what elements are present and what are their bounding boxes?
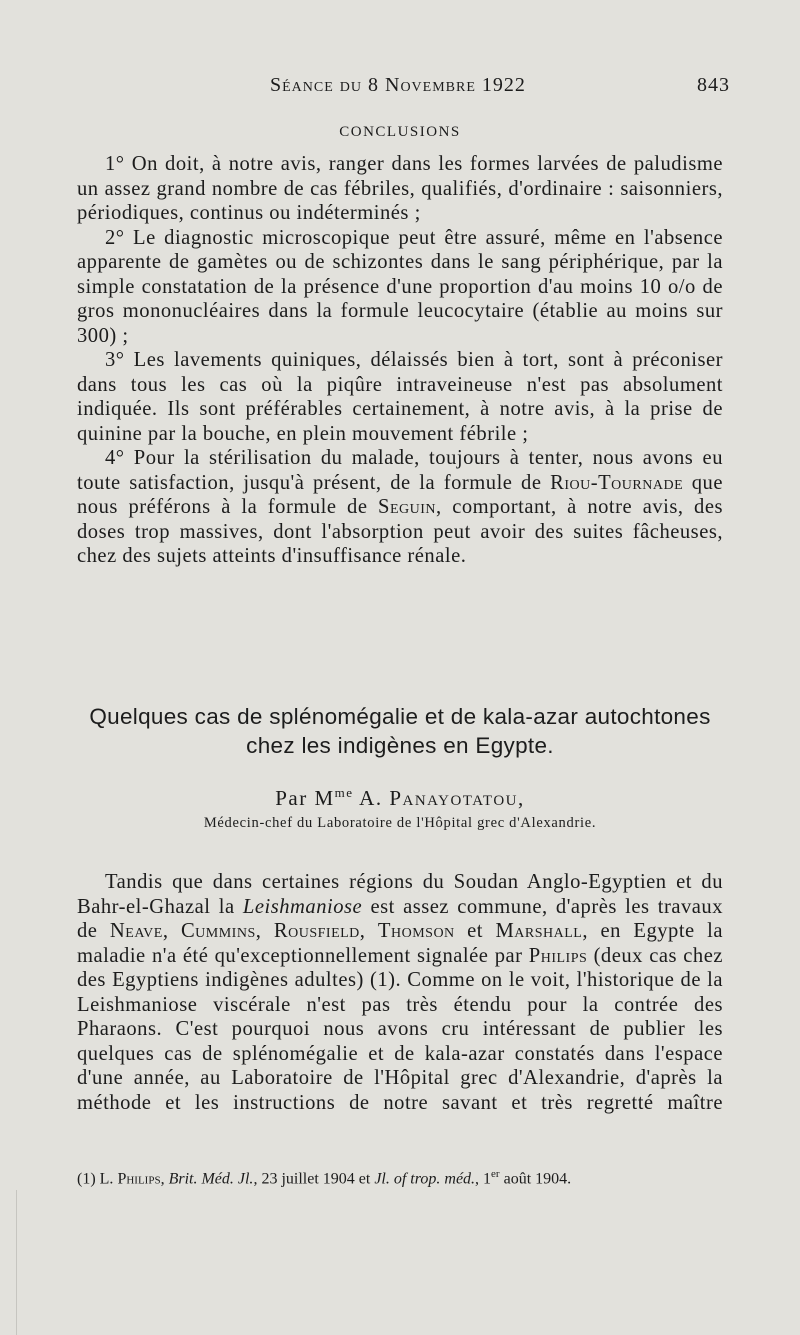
author-affiliation: Médecin-chef du Laboratoire de l'Hôpital grec d'Alexandrie. (203, 815, 597, 831)
article-title-line-2: chez les indigènes en Egypte. (246, 733, 554, 758)
conclusion-item-2 (77, 226, 723, 349)
text-run: , 1 (475, 1170, 492, 1188)
text-run: et (467, 920, 484, 942)
author-name-thomson: Thomson (377, 920, 455, 942)
item-text: On doit, à notre avis, ranger dans les formes larvées de paludisme un assez grand nombre de cas fébriles, qualifiés, d'ordinaire : saisonniers, périodiques, continus ou indéterminés ; (77, 153, 723, 224)
item-text: Le diagnostic microscopique peut être assuré, même en l'absence apparente de gamètes ou de schizontes dans le sang périphérique, par la simple constatation de la présence d'une proportion d'au moins 10 o/o de gros mononucléaires dans la formule leucocytaire (établie au moins sur 300) ; (77, 226, 723, 347)
text-run: (deux cas chez des Egyptiens indigènes adultes) (1). Comme on le voit, l'historique de la Leishmaniose viscérale n'est pas très étendu pour la contrée des Pharaons. C'est pourquoi nous avons cru intéressant de publier les quelques cas de splénomégalie et de kala-azar constatés dans l'espace d'une année, au Laboratoire de l'Hôpital grec d'Alexandrie, d'après la méthode et les instructions de notre savant et très regretté maître (77, 944, 724, 1114)
author-initial: A. (359, 786, 383, 810)
author-name-rousfield: Rousfield (273, 920, 360, 942)
conclusion-item-3 (77, 348, 723, 446)
footnote-journal-1: Brit. Méd. Jl. (168, 1170, 254, 1188)
author-title-sup: me (334, 785, 354, 800)
item-number: 1° (105, 153, 125, 175)
author-name-marshall: Marshall (495, 920, 583, 942)
text-run: , (359, 920, 366, 942)
author-name-cummins: Cummins (180, 920, 256, 942)
text-run: , (162, 920, 169, 942)
footnote (77, 1163, 723, 1190)
author-name-neave: Neave (109, 920, 163, 942)
text-run: Tandis que dans certaines régions du Soudan Anglo-Egyptien et du Bahr-el-Ghazal la (77, 871, 723, 918)
conclusion-item-4 (77, 446, 723, 569)
author-prefix: Par M (275, 786, 335, 810)
item-number: 4° (105, 447, 125, 469)
article-paragraph-1 (77, 870, 723, 1115)
text-run: est assez commune, d'après les travaux de (77, 895, 723, 942)
item-text: Les lavements quiniques, délaissés bien à tort, sont à préconiser dans tous les cas où la piqûre intraveineuse n'est pas absolument indiquée. Ils sont préférables certainement, à notre avis, à la prise de quinine par la bouche, en plein mouvement fébrile ; (77, 349, 723, 445)
author-name-riou-tournade: Riou-Tournade (550, 471, 684, 494)
term-leishmaniose: Leishmaniose (242, 895, 363, 918)
footnote-marker: (1) L. (77, 1170, 114, 1188)
author-name-seguin: Seguin (378, 496, 437, 518)
author-line (0, 785, 800, 811)
running-head (270, 74, 730, 100)
conclusions-list (77, 152, 723, 569)
text-run: , (160, 1170, 165, 1188)
article-title-line-1: Quelques cas de splénomégalie et de kala-azar autochtones (89, 704, 711, 729)
article-title (0, 702, 800, 760)
footnote-journal-2: Jl. of trop. méd. (374, 1170, 476, 1188)
footnote-author: Philips (117, 1170, 161, 1188)
item-text-c: , comportant, à notre avis, des doses trop massives, dont l'absorption peut avoir des suites fâcheuses, chez des sujets atteints d'insuffisance rénale. (77, 496, 723, 567)
text-run: , (255, 920, 262, 942)
page-number: 843 (697, 74, 730, 96)
footnote-sup: er (491, 1168, 500, 1180)
conclusions-heading: CONCLUSIONS (339, 124, 461, 140)
author-name-philips: Philips (528, 944, 588, 967)
text-run: août 1904. (499, 1170, 572, 1188)
text-run: , 23 juillet 1904 et (253, 1170, 371, 1188)
page-edge-line (16, 1190, 17, 1335)
running-head-title: Séance du 8 Novembre 1922 (270, 74, 526, 96)
item-number: 3° (105, 349, 125, 371)
item-number: 2° (105, 226, 125, 249)
article-body (77, 870, 723, 1115)
author-name: Panayotatou, (389, 786, 525, 810)
text-run: , en Egypte la maladie n'a été qu'exceptionnellement signalée par (77, 920, 724, 967)
item-text-a: Pour la stérilisation du malade, toujours à tenter, nous avons eu toute satisfaction, jusqu'à présent, de la formule de (77, 447, 723, 494)
conclusion-item-1 (77, 152, 723, 226)
item-text-b: que nous préférons à la formule de (77, 471, 723, 518)
